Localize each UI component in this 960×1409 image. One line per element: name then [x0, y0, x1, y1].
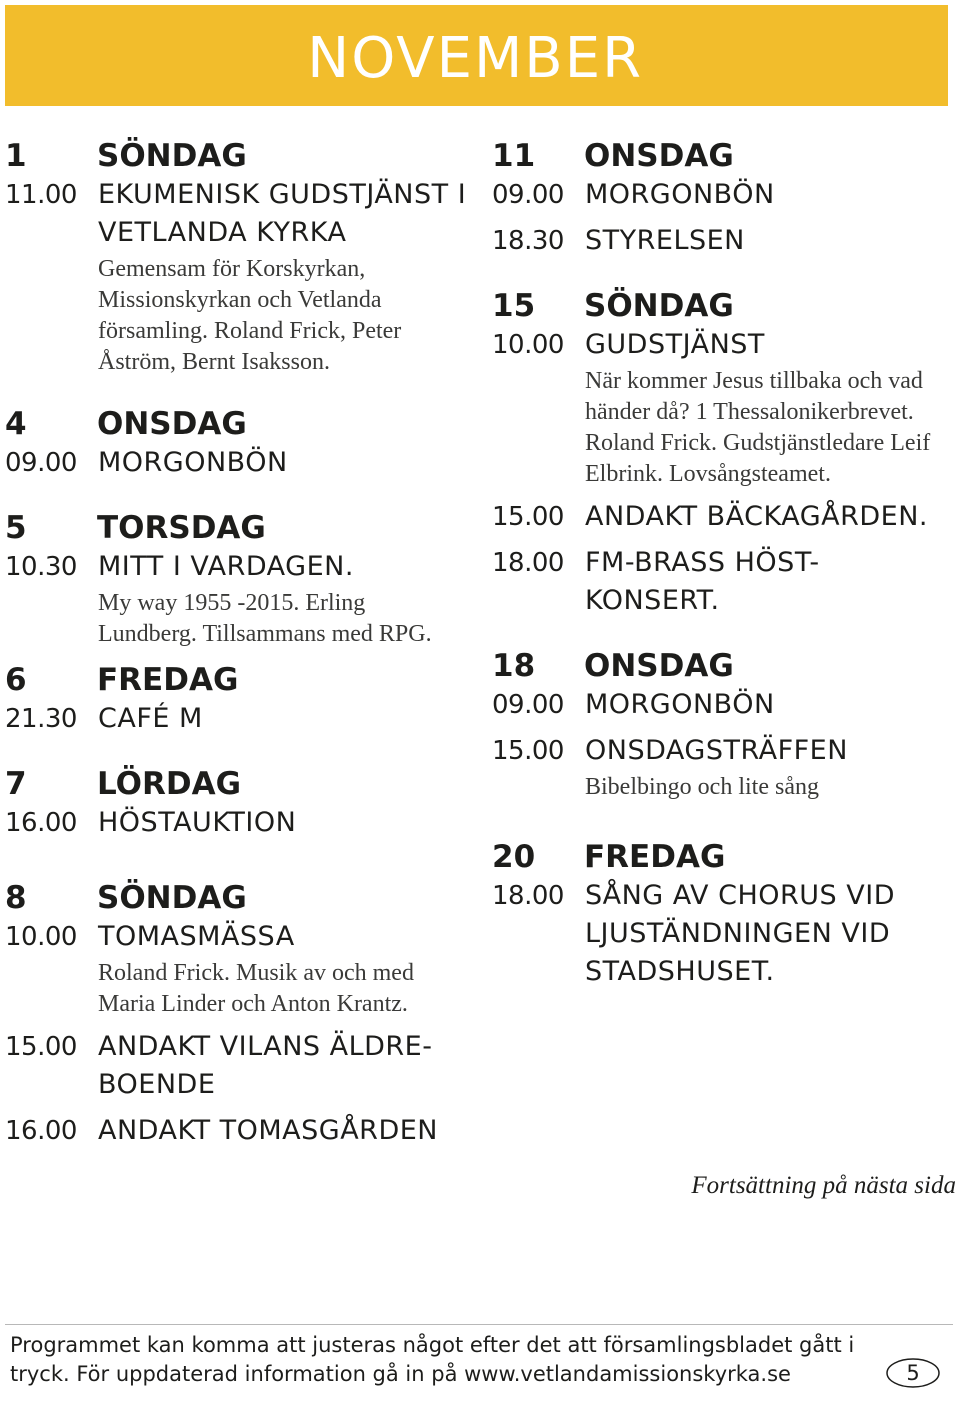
event-item: [5, 176, 475, 252]
event-title: MORGONBÖN: [585, 179, 775, 210]
event-time: 11.00: [5, 180, 77, 210]
event-title: CAFÉ M: [98, 703, 203, 734]
page-number: 5: [906, 1361, 920, 1385]
event-title: HÖSTAUKTION: [98, 807, 297, 838]
day-name: SÖNDAG: [584, 288, 734, 324]
day-heading: [5, 136, 475, 176]
event-description: Bibelbingo och lite sång: [585, 774, 819, 800]
event-description: Roland Frick. Musik av och med Maria Linder och Anton Krantz.: [98, 960, 414, 1017]
event-item: [5, 1028, 475, 1104]
event-time: 09.00: [492, 690, 564, 720]
continued-note: Fortsättning på nästa sida: [691, 1172, 956, 1199]
event-time: 18.30: [492, 226, 564, 256]
day-name: TORSDAG: [97, 510, 266, 546]
event-time: 09.00: [492, 180, 564, 210]
day-name: SÖNDAG: [97, 880, 247, 916]
event-item: [5, 1112, 475, 1150]
event-description: Gemensam för Korskyrkan, Missionskyrkan och Vetlanda församling. Roland Frick, Peter Åström, Bernt Isaksson.: [98, 256, 402, 375]
event-item: [492, 686, 957, 724]
event-title: MORGONBÖN: [98, 447, 288, 478]
event-time: 16.00: [5, 1116, 77, 1146]
day-heading: [5, 404, 475, 444]
event-title: ANDAKT VILANS ÄLDRE-BOENDE: [98, 1031, 433, 1100]
event-time: 10.30: [5, 552, 77, 582]
event-title: MORGONBÖN: [585, 689, 775, 720]
event-item: [5, 444, 475, 482]
day-heading: [492, 136, 957, 176]
event-time: 15.00: [492, 736, 564, 766]
day-number: 8: [5, 880, 27, 916]
day-heading: [5, 508, 475, 548]
left-column: [5, 130, 475, 1150]
event-title: EKUMENISK GUDSTJÄNST I VETLANDA KYRKA: [98, 179, 467, 248]
day-name: ONSDAG: [584, 138, 734, 174]
event-time: 16.00: [5, 808, 77, 838]
event-title: TOMASMÄSSA: [98, 921, 295, 952]
event-item: [492, 176, 957, 214]
day-number: 15: [492, 288, 536, 324]
event-title: GUDSTJÄNST: [585, 329, 765, 360]
day-heading: [5, 764, 475, 804]
day-number: 11: [492, 138, 536, 174]
day-name: FREDAG: [97, 662, 239, 698]
day-name: LÖRDAG: [97, 766, 242, 802]
event-title: MITT I VARDAGEN.: [98, 551, 354, 582]
month-title: NOVEMBER: [307, 26, 643, 91]
event-title: ANDAKT TOMASGÅRDEN: [98, 1115, 438, 1146]
day-number: 20: [492, 839, 536, 875]
event-item: [5, 918, 475, 956]
event-description: När kommer Jesus tillbaka och vad händer då? 1 Thessalonikerbrevet. Roland Frick. Gudstjänstledare Leif Elbrink. Lovsångsteamet.: [585, 368, 931, 487]
day-number: 18: [492, 648, 536, 684]
event-item: [492, 498, 957, 536]
event-item: [492, 732, 957, 770]
event-time: 18.00: [492, 548, 564, 578]
day-heading: [5, 660, 475, 700]
day-heading: [492, 286, 957, 326]
day-heading: [5, 878, 475, 918]
event-item: [492, 544, 957, 620]
right-column: [492, 130, 957, 991]
day-number: 6: [5, 662, 27, 698]
month-banner: [5, 5, 948, 106]
day-number: 7: [5, 766, 27, 802]
event-time: 10.00: [5, 922, 77, 952]
footer-divider: [5, 1324, 953, 1325]
event-description: My way 1955 -2015. Erling Lundberg. Tillsammans med RPG.: [98, 590, 432, 647]
day-name: ONSDAG: [584, 648, 734, 684]
day-heading: [492, 646, 957, 686]
day-number: 1: [5, 138, 27, 174]
event-time: 18.00: [492, 881, 564, 911]
day-name: SÖNDAG: [97, 138, 247, 174]
event-time: 09.00: [5, 448, 77, 478]
day-number: 4: [5, 406, 27, 442]
day-number: 5: [5, 510, 27, 546]
event-item: [5, 548, 475, 586]
day-heading: [492, 837, 957, 877]
event-title: STYRELSEN: [585, 225, 745, 256]
event-title: ONSDAGSTRÄFFEN: [585, 735, 848, 766]
event-time: 10.00: [492, 330, 564, 360]
event-item: [5, 804, 475, 842]
event-title: FM-BRASS HÖST-KONSERT.: [585, 547, 820, 616]
page-number-badge: [885, 1357, 941, 1389]
event-item: [492, 877, 957, 991]
event-item: [5, 700, 475, 738]
day-name: FREDAG: [584, 839, 726, 875]
day-name: ONSDAG: [97, 406, 247, 442]
event-time: 15.00: [5, 1032, 77, 1062]
event-time: 21.30: [5, 704, 77, 734]
footer-note: Programmet kan komma att justeras något efter det att församlingsbladet gått i tryck. För uppdaterad information gå in på www.vetlandamissionskyrka.se: [10, 1333, 855, 1386]
event-item: [492, 326, 957, 364]
event-title: ANDAKT BÄCKAGÅRDEN.: [585, 501, 929, 532]
event-item: [492, 222, 957, 260]
event-title: SÅNG AV CHORUS VID LJUSTÄNDNINGEN VID STADSHUSET.: [585, 880, 895, 987]
event-time: 15.00: [492, 502, 564, 532]
